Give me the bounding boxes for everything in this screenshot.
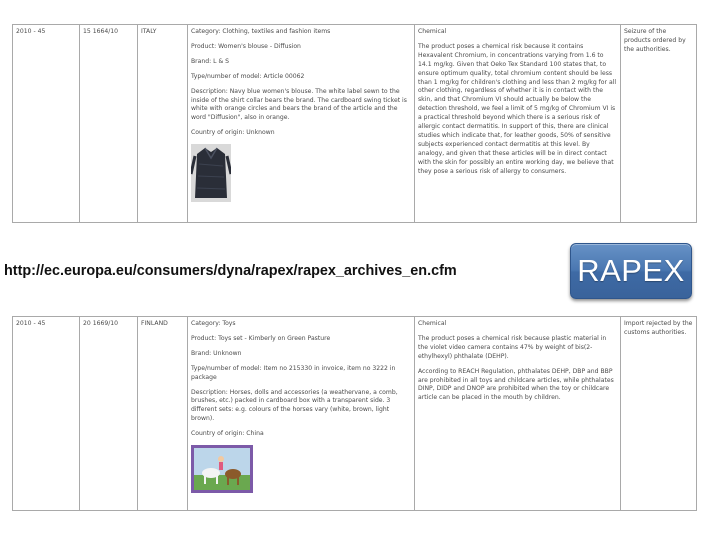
- measures-text: Seizure of the products ordered by the authorities.: [624, 28, 686, 53]
- country-cell: [138, 317, 188, 511]
- risk-regulation: According to REACH Regulation, phthalates DEHP, DBP and BBP are prohibited in all toys and childcare articles, while phthalates DINP, DIDP and DNOP are prohibited when the toy or childcare article can be placed in the mouth by children.: [418, 367, 614, 402]
- week-cell: [13, 317, 80, 511]
- product-category: Category: Clothing, textiles and fashion items: [191, 28, 331, 35]
- blouse-image: [191, 144, 231, 202]
- country-cell: [138, 25, 188, 223]
- product-cell: [188, 25, 415, 223]
- reference-text: 15 1664/10: [83, 28, 119, 35]
- product-origin: Country of origin: Unknown: [191, 129, 275, 137]
- week-text: 2010 - 45: [16, 28, 46, 35]
- measures-cell: [621, 317, 697, 511]
- product-brand: Brand: L & S: [191, 57, 230, 65]
- blouse-product-photo: [191, 144, 231, 202]
- table-row: [13, 317, 697, 511]
- reference-cell: [80, 25, 138, 223]
- measures-text: Import rejected by the customs authorities.: [624, 320, 693, 336]
- product-brand: Brand: Unknown: [191, 349, 242, 357]
- hazard-type: Chemical: [418, 28, 447, 35]
- toy-set-image: [191, 445, 253, 493]
- risk-description: The product poses a chemical risk because it contains Hexavalent Chromium, in concentrations varying from 1.6 to 14.1 mg/kg. Given that Oeko Tex Standard 100 states that, to ensure optimum quality, total chromium content should be less than 1 mg/kg for children's clothing and less than 2 mg/kg for all other clothing, regardless of whether it is in contact with the skin, and that Chromium VI should actually be below the detection threshold, we feel a limit of 5 mg/kg of Chromium VI is a practical threshold beyond which there is a serious risk of allergic contact dermatitis. In support of this, there are clinical studies which indicate that, for leather goods, 50% of sensitive subjects experienced contact dermatitis at this level. By analogy, and given that these articles will be in direct contact with the skin for possibly an entire working day, we believe that they pose a serious risk of allergy to consumers.: [418, 42, 617, 175]
- hazard-type: Chemical: [418, 320, 447, 327]
- rapex-button[interactable]: RAPEX: [570, 243, 692, 299]
- country-text: FINLAND: [141, 320, 168, 327]
- rapex-record-table-1: [12, 24, 697, 223]
- product-description: Description: Horses, dolls and accessories (a weathervane, a comb, brushes, etc.) packed in cardboard box with a transparent side. 3 different sets: e.g. colours of the horses vary (white, brown, light brown).: [191, 388, 398, 423]
- measures-cell: [621, 25, 697, 223]
- source-url: http://ec.europa.eu/consumers/dyna/rapex/rapex_archives_en.cfm: [4, 263, 457, 279]
- week-text: 2010 - 45: [16, 320, 46, 327]
- product-name: Product: Women's blouse - Diffusion: [191, 42, 301, 50]
- reference-cell: [80, 317, 138, 511]
- risk-description: The product poses a chemical risk because plastic material in the violet video camera contains 47% by weight of bis(2-ethylhexyl) phthalate (DEHP).: [418, 334, 607, 360]
- risk-cell: [415, 25, 621, 223]
- product-cell: [188, 317, 415, 511]
- week-cell: [13, 25, 80, 223]
- product-name: Product: Toys set - Kimberly on Green Pasture: [191, 334, 331, 342]
- toy-set-product-photo: [191, 445, 253, 493]
- risk-cell: [415, 317, 621, 511]
- product-model: Type/number of model: Item no 215330 in invoice, item no 3222 in package: [191, 364, 396, 381]
- product-model: Type/number of model: Article 00062: [191, 72, 305, 80]
- product-category: Category: Toys: [191, 320, 236, 327]
- product-description: Description: Navy blue women's blouse. The white label sewn to the inside of the shirt collar bears the brand. The cardboard swing ticket is white with orange circles and bears the brand of the article and the word "Diffusion", also in orange.: [191, 87, 407, 122]
- table-row: [13, 25, 697, 223]
- product-origin: Country of origin: China: [191, 430, 264, 438]
- rapex-record-table-2: [12, 316, 697, 511]
- country-text: ITALY: [141, 28, 157, 35]
- reference-text: 20 1669/10: [83, 320, 119, 327]
